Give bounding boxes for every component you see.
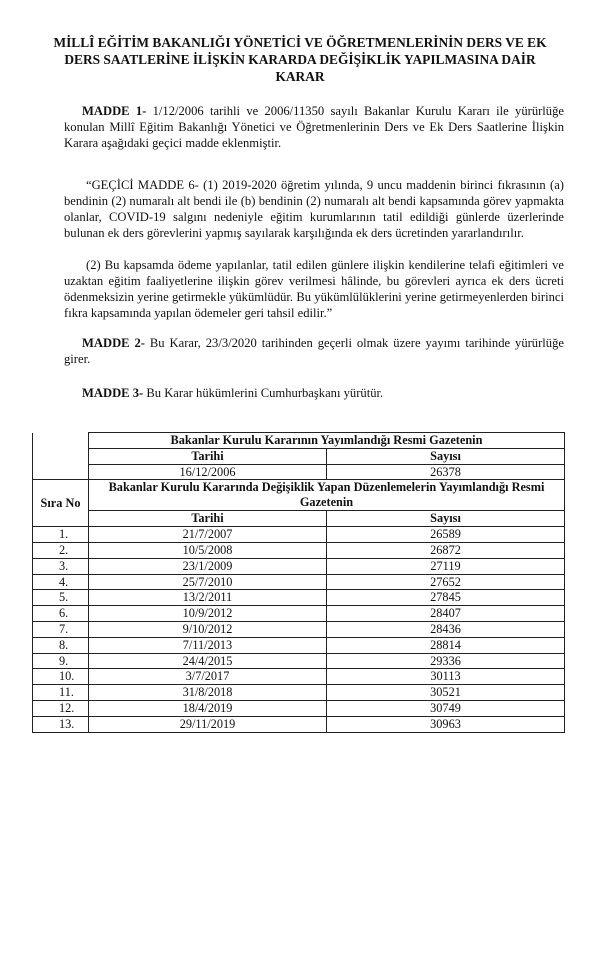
empty-cell bbox=[33, 433, 89, 449]
table-row bbox=[33, 574, 565, 590]
row-number: 5. bbox=[33, 590, 89, 606]
row-date: 10/5/2008 bbox=[89, 542, 327, 558]
amendments-header-row bbox=[33, 480, 565, 511]
row-gazette-number: 30113 bbox=[327, 669, 565, 685]
article-2-label: MADDE 2- bbox=[82, 336, 145, 350]
col-header-number: Sayısı bbox=[327, 511, 565, 527]
row-date: 13/2/2011 bbox=[89, 590, 327, 606]
table-row bbox=[33, 716, 565, 732]
article-3-label: MADDE 3- bbox=[82, 386, 144, 400]
row-date: 31/8/2018 bbox=[89, 685, 327, 701]
row-number: 11. bbox=[33, 685, 89, 701]
table-row bbox=[33, 637, 565, 653]
table-row bbox=[33, 669, 565, 685]
row-gazette-number: 26589 bbox=[327, 527, 565, 543]
row-date: 21/7/2007 bbox=[89, 527, 327, 543]
row-number: 7. bbox=[33, 621, 89, 637]
empty-cell bbox=[33, 448, 89, 464]
row-date: 18/4/2019 bbox=[89, 700, 327, 716]
col-header-date: Tarihi bbox=[89, 448, 327, 464]
table-header-row-2 bbox=[33, 448, 565, 464]
table-header-row-1 bbox=[33, 433, 565, 449]
table-row bbox=[33, 527, 565, 543]
article-3 bbox=[64, 386, 564, 402]
original-gazette-header: Bakanlar Kurulu Kararının Yayımlandığı Resmi Gazetenin bbox=[89, 433, 565, 449]
row-gazette-number: 27119 bbox=[327, 558, 565, 574]
table-row bbox=[33, 606, 565, 622]
row-date: 9/10/2012 bbox=[89, 621, 327, 637]
row-gazette-number: 30521 bbox=[327, 685, 565, 701]
document-title: MİLLÎ EĞİTİM BAKANLIĞI YÖNETİCİ VE ÖĞRETMENLERİNİN DERS VE EK DERS SAATLERİNE İLİŞKİN KARARDA DEĞİŞİKLİK YAPILMASINA DAİR KARAR bbox=[53, 35, 547, 84]
row-number: 3. bbox=[33, 558, 89, 574]
row-gazette-number: 30963 bbox=[327, 716, 565, 732]
article-1-label: MADDE 1- bbox=[82, 104, 147, 118]
row-number: 2. bbox=[33, 542, 89, 558]
row-date: 25/7/2010 bbox=[89, 574, 327, 590]
amendments-subheader-row bbox=[33, 511, 565, 527]
row-gazette-number: 26872 bbox=[327, 542, 565, 558]
row-number: 8. bbox=[33, 637, 89, 653]
row-number: 13. bbox=[33, 716, 89, 732]
amendments-gazette-header: Bakanlar Kurulu Kararında Değişiklik Yapan Düzenlemelerin Yayımlandığı Resmi Gazetenin bbox=[89, 480, 565, 511]
row-date: 24/4/2015 bbox=[89, 653, 327, 669]
empty-cell bbox=[33, 464, 89, 480]
article-2 bbox=[64, 336, 564, 368]
row-gazette-number: 28436 bbox=[327, 621, 565, 637]
row-number: 12. bbox=[33, 700, 89, 716]
row-number: 10. bbox=[33, 669, 89, 685]
table-row bbox=[33, 700, 565, 716]
row-number: 9. bbox=[33, 653, 89, 669]
table-row bbox=[33, 621, 565, 637]
col-header-date: Tarihi bbox=[89, 511, 327, 527]
row-gazette-number: 28814 bbox=[327, 637, 565, 653]
row-number: 1. bbox=[33, 527, 89, 543]
row-date: 3/7/2017 bbox=[89, 669, 327, 685]
row-gazette-number: 28407 bbox=[327, 606, 565, 622]
row-gazette-number: 27845 bbox=[327, 590, 565, 606]
article-1-text: 1/12/2006 tarihli ve 2006/11350 sayılı Bakanlar Kurulu Kararı ile yürürlüğe konulan Millî Eğitim Bakanlığı Yönetici ve Öğretmenlerinin Ders ve Ek Ders Saatlerine İlişkin Karara aşağıdaki geçici madde eklenmiştir. bbox=[64, 104, 564, 150]
row-gazette-number: 27652 bbox=[327, 574, 565, 590]
table-row bbox=[33, 653, 565, 669]
gazette-table bbox=[32, 432, 565, 733]
row-number-header: Sıra No bbox=[33, 480, 89, 527]
article-3-text: Bu Karar hükümlerini Cumhurbaşkanı yürütür. bbox=[143, 386, 384, 400]
row-gazette-number: 30749 bbox=[327, 700, 565, 716]
provisional-article-paragraph-1: “GEÇİCİ MADDE 6- (1) 2019-2020 öğretim yılında, 9 uncu maddenin birinci fıkrasının (a) bendinin (2) numaralı alt bendi ile (b) bendinin (2) numaralı alt bendi kapsamında görev yapmakta olanlar, COVID-19 salgını nedeniyle eğitim kurumlarının tatil edildiği günlerde üzerlerinde bulunan ek ders görevlerini yapmış sayılarak karşılığında ek ders ücretinden yararlandırılır. bbox=[64, 178, 564, 240]
col-header-number: Sayısı bbox=[327, 448, 565, 464]
table-row bbox=[33, 558, 565, 574]
table-row bbox=[33, 590, 565, 606]
row-date: 10/9/2012 bbox=[89, 606, 327, 622]
provisional-article-paragraph-2: (2) Bu kapsamda ödeme yapılanlar, tatil edilen günlere ilişkin kendilerine telafi eğitimleri ve uzaktan eğitim faaliyetlerine ilişkin görev verilmesi hâlinde, bu görevleri ayrıca ek ders ücreti ödenmeksizin yerine getirmekle yükümlüdür. Bu yükümlülüklerini yerine getirmeyenlerden birinci fıkra kapsamında yapılan ödemeler geri tahsil edilir.” bbox=[64, 258, 564, 320]
table-row bbox=[33, 685, 565, 701]
original-gazette-row bbox=[33, 464, 565, 480]
row-date: 23/1/2009 bbox=[89, 558, 327, 574]
original-gazette-date: 16/12/2006 bbox=[89, 464, 327, 480]
article-2-text: Bu Karar, 23/3/2020 tarihinden geçerli olmak üzere yayımı tarihinde yürürlüğe girer. bbox=[64, 336, 564, 366]
article-1 bbox=[64, 104, 564, 152]
row-date: 29/11/2019 bbox=[89, 716, 327, 732]
row-number: 4. bbox=[33, 574, 89, 590]
row-date: 7/11/2013 bbox=[89, 637, 327, 653]
original-gazette-number: 26378 bbox=[327, 464, 565, 480]
table-row bbox=[33, 542, 565, 558]
row-number: 6. bbox=[33, 606, 89, 622]
row-gazette-number: 29336 bbox=[327, 653, 565, 669]
